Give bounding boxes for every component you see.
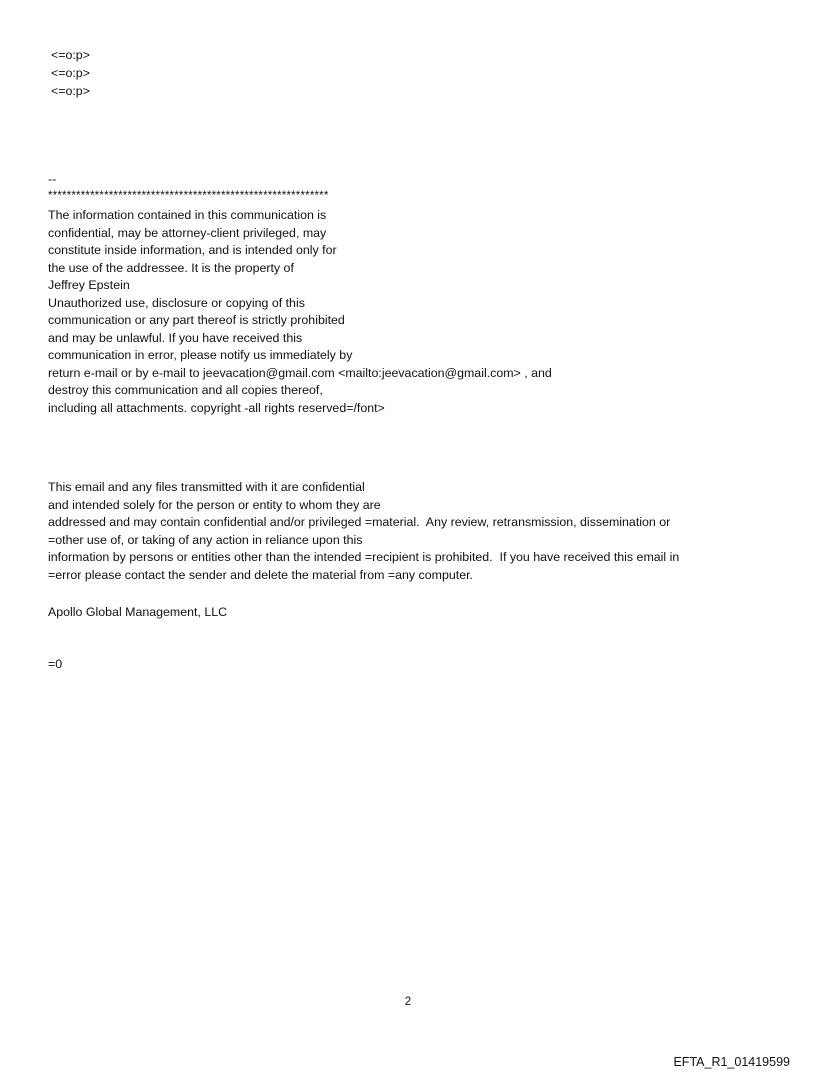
- disclaimer-line: constitute inside information, and is intended only for: [48, 243, 337, 257]
- disclaimer-line: including all attachments. copyright -all rights reserved=/font>: [48, 401, 385, 415]
- confidentiality-line: and intended solely for the person or entity to whom they are: [48, 498, 381, 512]
- header-line: <=o:p>: [51, 48, 90, 62]
- disclaimer-line: destroy this communication and all copies thereof,: [48, 383, 323, 397]
- header-line: <=o:p>: [51, 84, 90, 98]
- disclaimer-line: the use of the addressee. It is the property of: [48, 261, 294, 275]
- header-line: <=o:p>: [51, 66, 90, 80]
- disclaimer-line: confidential, may be attorney-client privileged, may: [48, 226, 327, 240]
- document-id: EFTA_R1_01419599: [673, 1055, 790, 1069]
- confidentiality-line: =error please contact the sender and delete the material from =any computer.: [48, 568, 473, 582]
- confidentiality-line: addressed and may contain confidential and/or privileged =material. Any review, retransmission, dissemination or: [48, 515, 671, 529]
- page-number: 2: [404, 996, 412, 1008]
- disclaimer-line: Unauthorized use, disclosure or copying of this: [48, 296, 305, 310]
- confidentiality-line: information by persons or entities other than the intended =recipient is prohibited. If you have received this email in: [48, 550, 680, 564]
- disclaimer-line: communication in error, please notify us immediately by: [48, 348, 353, 362]
- disclaimer-line: Jeffrey Epstein: [48, 278, 130, 292]
- signature-separator-stars: ************************************************************: [48, 190, 329, 202]
- disclaimer-line: The information contained in this communication is: [48, 208, 327, 222]
- trailer-text: =0: [48, 657, 63, 671]
- disclaimer-line: communication or any part thereof is strictly prohibited: [48, 313, 345, 327]
- confidentiality-line: This email and any files transmitted with it are confidential: [48, 480, 365, 494]
- company-name: Apollo Global Management, LLC: [48, 605, 228, 619]
- disclaimer-line: and may be unlawful. If you have received this: [48, 331, 303, 345]
- confidentiality-line: =other use of, or taking of any action in reliance upon this: [48, 533, 363, 547]
- signature-separator-dash: --: [48, 172, 57, 186]
- disclaimer-line: return e-mail or by e-mail to jeevacation@gmail.com <mailto:jeevacation@gmail.com> , and: [48, 366, 552, 380]
